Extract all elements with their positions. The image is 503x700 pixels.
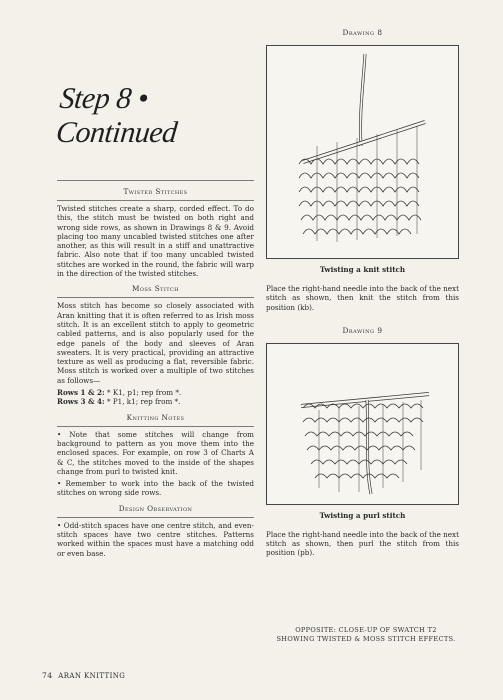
knitting-notes-section bbox=[57, 413, 254, 498]
design-observation-section bbox=[57, 504, 254, 558]
purl-stitch-illustration bbox=[267, 344, 460, 504]
moss-stitch-section bbox=[57, 284, 254, 406]
moss-stitch-heading: Moss Stitch bbox=[132, 284, 179, 294]
drawing-9-caption: Twisting a purl stitch bbox=[319, 510, 406, 520]
drawing-8-caption: Twisting a knit stitch bbox=[319, 265, 406, 274]
twisted-stitches-section bbox=[57, 180, 254, 278]
left-column bbox=[57, 180, 254, 564]
drawing-8-frame bbox=[266, 45, 459, 259]
drawing-8-label: Drawing 8 bbox=[342, 28, 383, 37]
moss-stitch-text bbox=[57, 297, 254, 406]
knitting-notes-heading: Knitting Notes bbox=[126, 412, 185, 422]
drawing-8-text: Place the right-hand needle into the back of the next stitch as shown, then knit the stitch from this position (kb). bbox=[266, 284, 459, 312]
drawing-9-label: Drawing 9 bbox=[342, 325, 383, 335]
right-column bbox=[266, 28, 459, 558]
twisted-stitches-text bbox=[57, 200, 254, 278]
twisted-stitches-paragraph: Twisted stitches create a sharp, corded effect. To do this, the stitch must be twisted on both right and wrong side rows, as shown in Drawings 8 & 9. Avoid placing too many uncabled twisted stitches one after another, as this will result in a stiff and unattractive fabric. Also note that if too many uncabled twisted stitches are worked in the round, the fabric will warp in the direction of the twisted stitches. bbox=[57, 204, 254, 279]
book-title: ARAN KNITTING bbox=[58, 672, 126, 680]
page-footer bbox=[42, 671, 125, 680]
drawing-9-text: Place the right-hand needle into the back of the next stitch as shown, then purl the stitch from this position (pb). bbox=[266, 529, 459, 558]
knit-stitch-illustration bbox=[267, 46, 460, 258]
moss-row-1-label: Rows 1 & 2: bbox=[57, 388, 105, 398]
moss-row-2-label: Rows 3 & 4: bbox=[57, 397, 105, 407]
moss-row-2-text: * P1, k1; rep from *. bbox=[106, 397, 181, 407]
moss-row-2 bbox=[57, 397, 254, 406]
page-number: 74 bbox=[42, 671, 53, 680]
design-observation-paragraph: • Odd-stitch spaces have one centre stitch, and even-stitch spaces have two centre stitches. Patterns worked within the spaces must have a matching odd or even base. bbox=[57, 520, 254, 558]
drawing-9-frame bbox=[266, 343, 459, 505]
moss-row-1-text: * K1, p1; rep from *. bbox=[106, 388, 182, 398]
knitting-notes-text bbox=[57, 426, 254, 498]
moss-stitch-paragraph: Moss stitch has become so closely associated with Aran knitting that it is often referred to as Irish moss stitch. It is an excellent stitch to apply to geometric cabled patterns, and is also popularly used for the edge panels of the body and sleeves of Aran sweaters. It is very practical, providing an attractive texture as well as producing a flat, reversible fabric. Moss stitch is worked over a multiple of two stitches as follows— bbox=[57, 301, 254, 385]
design-observation-heading: Design Observation bbox=[118, 503, 193, 513]
design-observation-text bbox=[57, 517, 254, 558]
page-title: Step 8 • Continued bbox=[54, 82, 179, 149]
moss-row-1 bbox=[57, 388, 254, 397]
knitting-note-2: • Remember to work into the back of the twisted stitches on wrong side rows. bbox=[57, 479, 254, 498]
twisted-stitches-heading: Twisted Stitches bbox=[123, 187, 188, 196]
knitting-note-1: • Note that some stitches will change from background to pattern as you move them into the enclosed spaces. For example, on row 3 of Charts A & C, the stitches moved to the inside of the shapes change from purl to twisted knit. bbox=[57, 429, 254, 476]
opposite-caption: OPPOSITE: CLOSE-UP OF SWATCH T2 SHOWING TWISTED & MOSS STITCH EFFECTS. bbox=[276, 626, 456, 643]
